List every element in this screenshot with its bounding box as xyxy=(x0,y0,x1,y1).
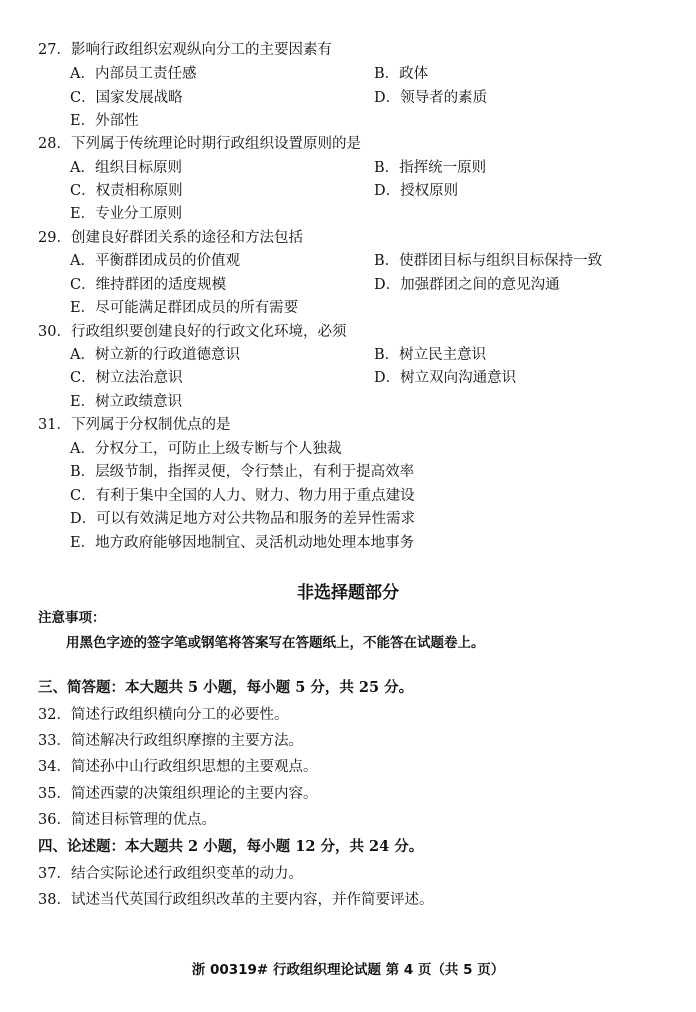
question-29-stem: 29．创建良好群团关系的途径和方法包括 xyxy=(38,230,303,246)
question-30-option-a: A．树立新的行政道德意识 xyxy=(70,347,240,363)
question-34: 34．简述孙中山行政组织思想的主要观点。 xyxy=(38,759,318,775)
question-28-stem: 28．下列属于传统理论时期行政组织设置原则的是 xyxy=(38,136,361,152)
question-27-option-c: C．国家发展战略 xyxy=(70,90,183,106)
question-31-option-e: E．地方政府能够因地制宜、灵活机动地处理本地事务 xyxy=(70,535,415,551)
question-33: 33．简述解决行政组织摩擦的主要方法。 xyxy=(38,733,303,749)
notice-heading: 注意事项： xyxy=(38,610,106,626)
question-31-option-d: D．可以有效满足地方对公共物品和服务的差异性需求 xyxy=(70,511,416,527)
question-29-option-a: A．平衡群团成员的价值观 xyxy=(70,253,240,269)
question-28-option-b: B．指挥统一原则 xyxy=(374,160,487,176)
question-27-stem: 27．影响行政组织宏观纵向分工的主要因素有 xyxy=(38,42,332,58)
part-3-heading: 三、简答题：本大题共 5 小题，每小题 5 分，共 25 分。 xyxy=(38,679,414,696)
question-28-option-a: A．组织目标原则 xyxy=(70,160,182,176)
question-29-option-c: C．维持群团的适度规模 xyxy=(70,277,227,293)
question-29-option-e: E．尽可能满足群团成员的所有需要 xyxy=(70,300,299,316)
question-38: 38．试述当代英国行政组织改革的主要内容，并作简要评述。 xyxy=(38,892,434,908)
question-36: 36．简述目标管理的优点。 xyxy=(38,812,216,828)
question-31-option-c: C．有利于集中全国的人力、财力、物力用于重点建设 xyxy=(70,488,415,504)
question-30-option-b: B．树立民主意识 xyxy=(374,347,487,363)
question-30-option-d: D．树立双向沟通意识 xyxy=(374,370,517,386)
question-28-option-d: D．授权原则 xyxy=(374,183,459,199)
question-27-option-e: E．外部性 xyxy=(70,113,139,129)
question-31-stem: 31．下列属于分权制优点的是 xyxy=(38,417,231,433)
page-footer: 浙 00319# 行政组织理论试题 第 4 页（共 5 页） xyxy=(191,962,505,978)
question-32: 32．简述行政组织横向分工的必要性。 xyxy=(38,707,289,723)
question-29-option-b: B．使群团目标与组织目标保持一致 xyxy=(374,253,603,269)
question-31-option-a: A．分权分工，可防止上级专断与个人独裁 xyxy=(70,441,342,457)
notice-body: 用黑色字迹的签字笔或钢笔将答案写在答题纸上，不能答在试题卷上。 xyxy=(66,635,485,651)
question-28-option-c: C．权责相称原则 xyxy=(70,183,183,199)
question-27-option-b: B．政体 xyxy=(374,66,429,82)
section-title: 非选择题部分 xyxy=(297,583,399,603)
question-28-option-e: E．专业分工原则 xyxy=(70,206,183,222)
question-29-option-d: D．加强群团之间的意见沟通 xyxy=(374,277,560,293)
part-4-heading: 四、论述题：本大题共 2 小题，每小题 12 分，共 24 分。 xyxy=(38,838,424,855)
question-30-option-e: E．树立政绩意识 xyxy=(70,394,183,410)
question-31-option-b: B．层级节制，指挥灵便，令行禁止，有利于提高效率 xyxy=(70,464,415,480)
question-30-option-c: C．树立法治意识 xyxy=(70,370,183,386)
question-35: 35．简述西蒙的决策组织理论的主要内容。 xyxy=(38,786,318,802)
question-30-stem: 30．行政组织要创建良好的行政文化环境，必须 xyxy=(38,324,347,340)
question-27-option-a: A．内部员工责任感 xyxy=(70,66,197,82)
question-37: 37．结合实际论述行政组织变革的动力。 xyxy=(38,866,303,882)
question-27-option-d: D．领导者的素质 xyxy=(374,90,488,106)
